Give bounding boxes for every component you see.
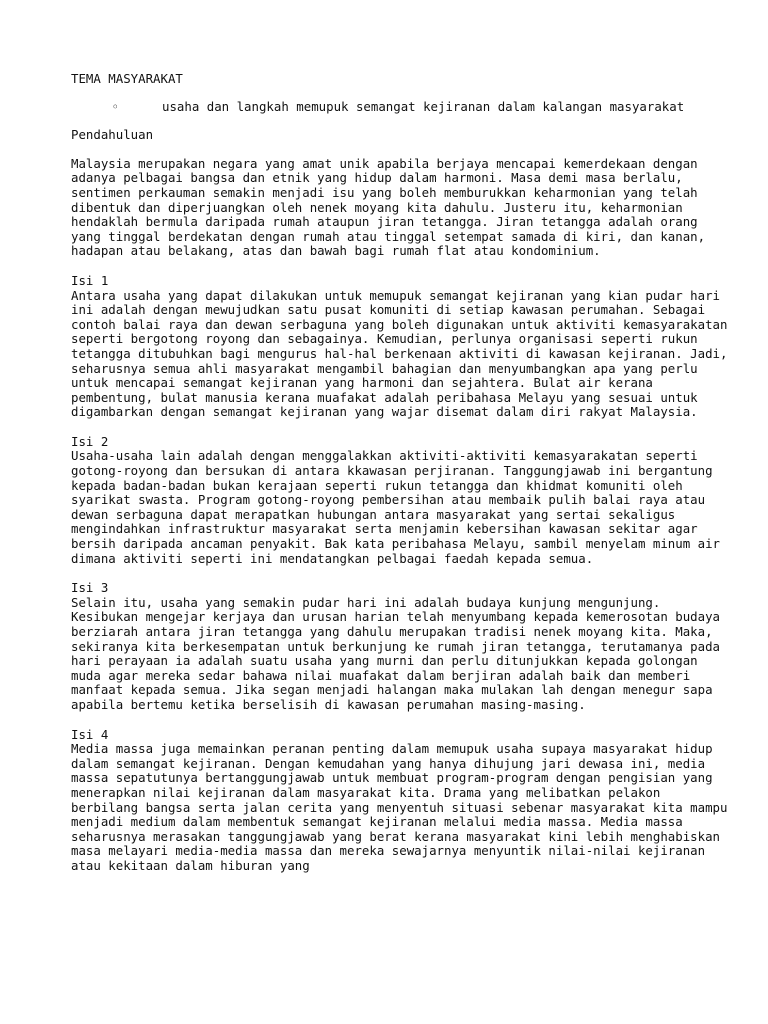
hollow-bullet-icon: ◦ xyxy=(111,98,119,114)
intro-heading: Pendahuluan xyxy=(71,127,154,143)
section-text: Usaha-usaha lain adalah dengan menggalakkan aktiviti-aktiviti kemasyarakatan seperti gotong-royong dan bersukan di antara kkawasan perjiranan. Tanggungjawab ini bergantung kepada badan-badan bukan kerajaan seperti rukun tetangga dan khidmat komuniti oleh syarikat swasta. Program gotong-royong pembersihan atau membaik pulih balai raya atau dewan serbaguna dapat merapatkan hubungan antara masyarakat yang sertai sekaligus mengindahkan infrastruktur masyarakat serta menjamin kebersihan kawasan sekitar agar bersih daripada ancaman penyakit. Bak kata peribahasa Melayu, sambil menyelam minum air dimana aktiviti seperti ini mendatangkan pelbagai faedah kepada semua. xyxy=(71,448,721,566)
theme-bullet xyxy=(71,100,728,115)
section-text: Media massa juga memainkan peranan penting dalam memupuk usaha supaya masyarakat hidup dalam semangat kejiranan. Dengan kemudahan yang hanya dihujung jari dewasa ini, media massa sepatutunya bertanggungjawab untuk membuat program-program dengan pengisian yang menerapkan nilai kejiranan dalam masyarakat kita. Drama yang melibatkan pelakon berbilang bangsa serta jalan cerita yang menyentuh situasi sebenar masyarakat kita mampu menjadi medium dalam membentuk semangat kejiranan melalui media massa. Media massa seharusnya merasakan tanggungjawab yang berat kerana masyarakat kini lebih menghabiskan masa melayari media-media massa dan mereka sewajarnya menyuntik nilai-nilai kejiranan atau kekitaan dalam hiburan yang xyxy=(71,741,728,873)
intro-paragraph: Malaysia merupakan negara yang amat unik apabila berjaya mencapai kemerdekaan dengan adanya pelbagai bangsa dan etnik yang hidup dalam harmoni. Masa demi masa berlalu, sentimen perkauman semakin menjadi isu yang boleh memburukkan keharmonian yang telah dibentuk dan diperjuangkan oleh nenek moyang kita dahulu. Justeru itu, keharmonian hendaklah bermula daripada rumah ataupun jiran tetangga. Jiran tetangga adalah orang yang tinggal berdekatan dengan rumah atau tinggal setempat samada di kiri, dan kanan, hadapan atau belakang, atas dan bawah bagi rumah flat atau kondominium. xyxy=(71,155,706,259)
section-label: Isi 1 xyxy=(71,272,109,288)
bullet-text: usaha dan langkah memupuk semangat kejiranan dalam kalangan masyarakat xyxy=(162,98,685,114)
section-isi-4 xyxy=(71,728,728,874)
section-label: Isi 2 xyxy=(71,433,109,449)
section-label: Isi 3 xyxy=(71,580,109,596)
section-isi-2 xyxy=(71,435,728,566)
section-text: Selain itu, usaha yang semakin pudar hari ini adalah budaya kunjung mengunjung. Kesibukan mengejar kerjaya dan urusan harian telah menyumbang kepada kemerosotan budaya berziarah antara jiran tetangga yang dahulu merupakan tradisi nenek moyang kita. Maka, sekiranya kita berkesempatan untuk berkunjung ke rumah jiran tetangga, terutamanya pada hari perayaan ia adalah suatu usaha yang murni dan perlu ditunjukkan kepada golongan muda agar mereka sedar bahawa nilai muafakat dalam berjiran adalah baik dan memberi manfaat kepada semua. Jika segan menjadi halangan maka mulakan lah dengan menegur sapa apabila bertemu ketika berselisih di kawasan perumahan masing-masing. xyxy=(71,594,721,712)
section-text: Antara usaha yang dapat dilakukan untuk memupuk semangat kejiranan yang kian pudar hari ini adalah dengan mewujudkan satu pusat komuniti di setiap kawasan perumahan. Sebagai contoh balai raya dan dewan serbaguna yang boleh digunakan untuk aktiviti kemasyarakatan seperti bergotong royong dan sebagainya. Kemudian, perlunya organisasi seperti rukun tetangga ditubuhkan bagi mengurus hal-hal berkenaan aktiviti di kawasan kejiranan. Jadi, seharusnya semua ahli masyarakat mengambil bahagian dan menyumbangkan apa yang perlu untuk mencapai semangat kejiranan yang harmoni dan sejahtera. Bulat air kerana pembentung, bulat manusia kerana muafakat adalah peribahasa Melayu yang sesuai untuk digambarkan dengan semangat kejiranan yang wajar disemat dalam diri rakyat Malaysia. xyxy=(71,287,728,420)
document-title: TEMA MASYARAKAT xyxy=(71,71,183,86)
section-isi-1 xyxy=(71,274,728,420)
section-isi-3 xyxy=(71,581,728,712)
section-label: Isi 4 xyxy=(71,726,109,742)
